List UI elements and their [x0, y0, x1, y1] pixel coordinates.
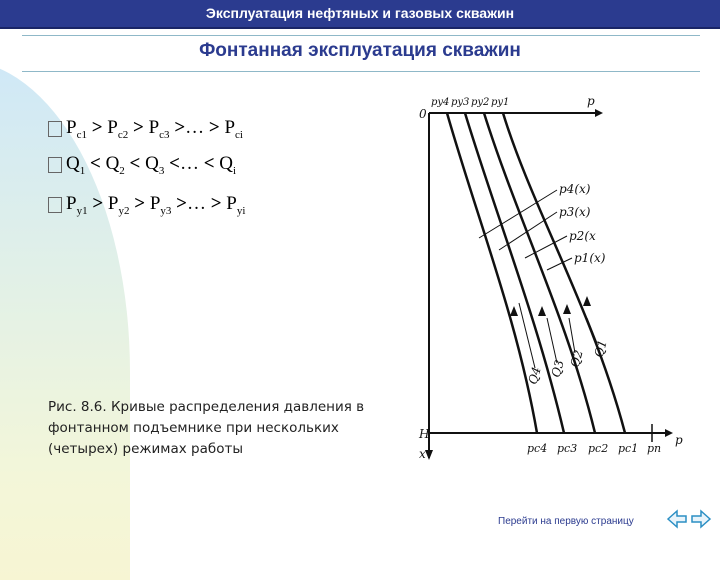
header-bar	[0, 0, 720, 29]
axis-p-bottom-label: p	[675, 433, 683, 447]
axis-p-label: p	[587, 94, 595, 108]
flow-arrow-q1	[583, 296, 591, 306]
bottom-label-pc1: pc1	[618, 442, 639, 455]
axis-p-arrow	[595, 109, 603, 117]
bracket-icon	[48, 121, 62, 137]
header-title: Эксплуатация нефтяных и газовых скважин	[205, 5, 515, 21]
bottom-label-pc3: pc3	[557, 442, 578, 455]
bottom-label-pc4: pc4	[527, 442, 548, 455]
origin-label: 0	[419, 107, 427, 121]
curve-label-p3: p3(x)	[559, 205, 591, 219]
formula-pressure-wellhead: $P_{y1} > P_{y2} > P_{y3}$ >… > $P_{yi}$	[48, 193, 245, 217]
curve-p3	[465, 113, 564, 433]
leader-p4	[479, 190, 557, 238]
next-slide-button[interactable]	[690, 508, 712, 530]
flow-label-q1: Q1	[591, 338, 610, 359]
curve-p2	[484, 113, 595, 433]
formula-flow-rate: $Q_1 < Q_2 < Q_3$ <… < $Q_i$	[48, 153, 236, 177]
flow-arrow-q2	[563, 304, 571, 314]
prev-slide-button[interactable]	[666, 508, 688, 530]
flow-label-q4: Q4	[525, 365, 544, 386]
curve-p1	[503, 113, 625, 433]
axis-p-bottom-arrow	[665, 429, 673, 437]
leader-q3	[547, 318, 557, 363]
curve-label-p1: p1(x)	[574, 251, 606, 265]
pressure-distribution-diagram	[407, 78, 690, 480]
axis-x-label: x	[419, 447, 426, 461]
curve-p4	[447, 113, 537, 433]
page-title: Фонтанная эксплуатация скважин	[199, 40, 521, 61]
bottom-label-pc2: pc2	[588, 442, 609, 455]
flow-arrow-q4	[510, 306, 518, 316]
flow-label-q3: Q3	[548, 358, 567, 379]
figure-caption: Рис. 8.6. Кривые распределения давления в фонтанном подъемнике при нескольких (четырех) режимах работы	[48, 399, 365, 457]
divider-bottom	[22, 71, 700, 72]
bracket-icon	[48, 157, 62, 173]
depth-label: H	[419, 427, 430, 441]
flow-label-q2: Q2	[567, 348, 586, 369]
axis-x-arrow	[425, 450, 433, 460]
curve-label-p2: p2(x	[569, 229, 596, 243]
flow-arrow-q3	[538, 306, 546, 316]
bottom-label-pn: pп	[647, 442, 662, 455]
leader-p1	[547, 258, 572, 270]
divider-top	[22, 35, 700, 36]
top-label-py1: py1	[491, 97, 510, 108]
top-label-py2: py2	[471, 97, 490, 108]
top-label-py3: py3	[451, 97, 470, 108]
formula-pressure-bottomhole: $P_{c1} > P_{c2} > P_{c3}$ >… > $P_{ci}$	[48, 117, 243, 141]
bracket-icon	[48, 197, 62, 213]
first-page-link[interactable]: Перейти на первую страницу	[498, 516, 634, 527]
top-label-py4: py4	[431, 97, 450, 108]
curve-label-p4: p4(x)	[559, 182, 591, 196]
